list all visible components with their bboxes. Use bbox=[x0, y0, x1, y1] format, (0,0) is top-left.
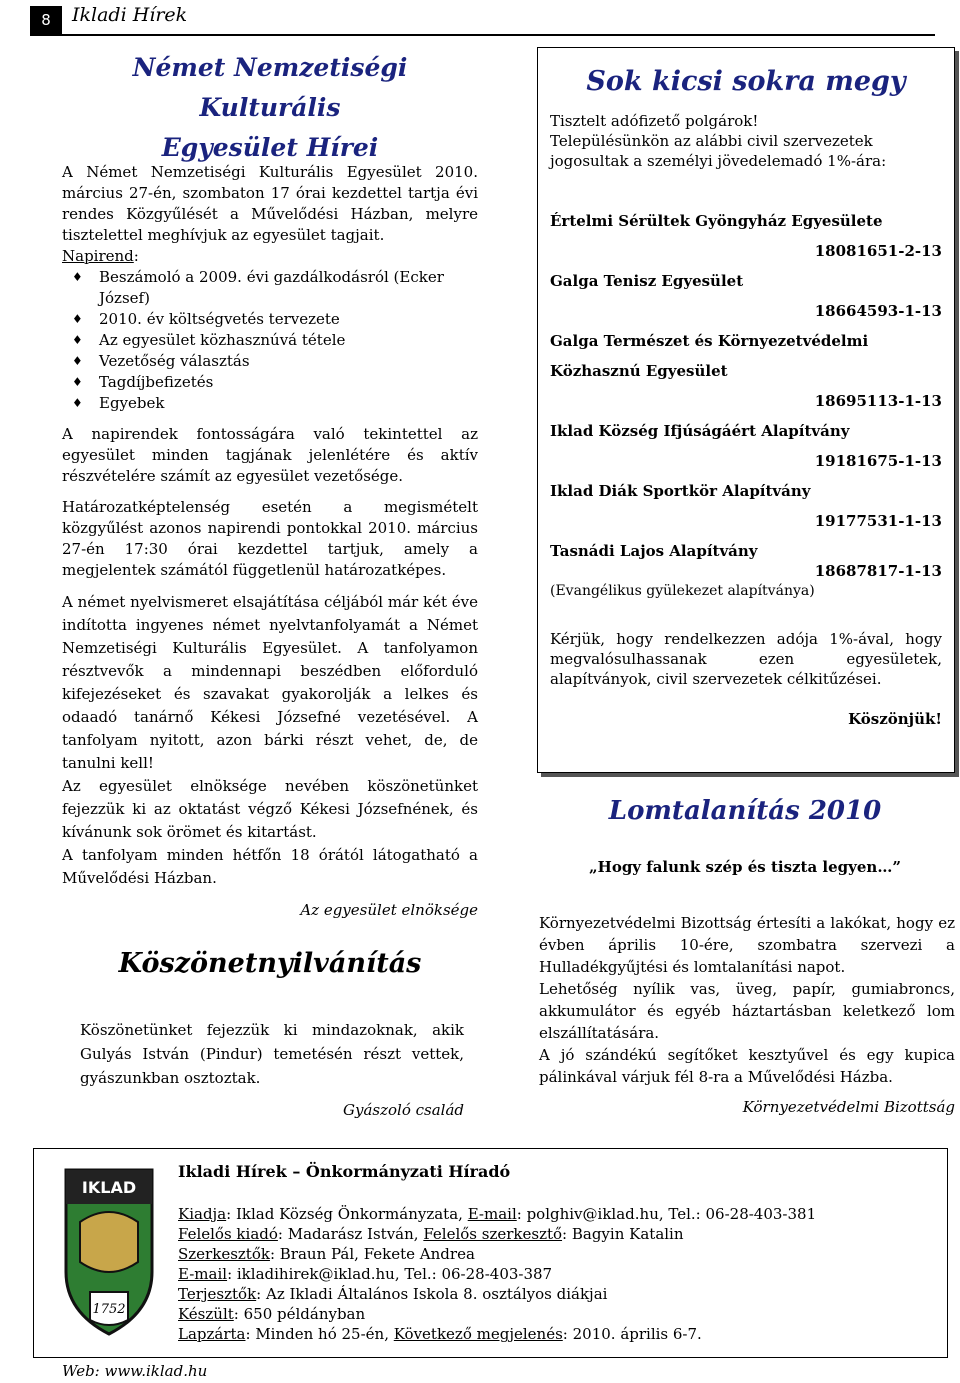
cleanup-text-1: Környezetvédelmi Bizottság értesíti a lakókat, hogy ez évben április 10-ére, szombatra szervezi a Hulladékgyűjtési és lomtalanítási napot. bbox=[539, 914, 955, 976]
running-title: Ikladi Hírek bbox=[72, 4, 188, 26]
agenda-label: Napirend bbox=[62, 247, 134, 265]
org-name: Galga Természet és Környezetvédelmi bbox=[550, 332, 869, 350]
article-title-line1: Német Nemzetiségi Kulturális bbox=[132, 53, 408, 122]
agenda-item: ♦ Az egyesület közhasznúvá tétele bbox=[72, 331, 346, 349]
crest-year: 1752 bbox=[92, 1302, 126, 1317]
crest-text: IKLAD bbox=[81, 1178, 137, 1197]
tax-greeting: Tisztelt adófizető polgárok! bbox=[550, 112, 759, 130]
crest-logo bbox=[60, 1162, 158, 1338]
web-address: Web: www.iklad.hu bbox=[62, 1362, 208, 1380]
article-para-1: A napirendek fontosságára való tekintettel az egyesület minden tagjának jelenlétére és aktív részvételére számít az egyesület vezetősége. bbox=[62, 425, 478, 485]
org-tax-number: 18664593-1-13 bbox=[814, 302, 942, 320]
article-body bbox=[62, 162, 478, 921]
agenda-heading bbox=[62, 246, 478, 267]
article-intro: A Német Nemzetiségi Kulturális Egyesület 2010. március 27-én, szombaton 17 órai kezdettel tartja évi rendes Közgyűlését a Művelődési Házban, melyre tisztelettel meghívjuk az egyesület tagjait. bbox=[62, 163, 478, 244]
agenda-item: ♦ 2010. év költségvetés tervezete bbox=[72, 310, 340, 328]
imprint-line: Terjesztők: Az Ikladi Általános Iskola 8. osztályos diákjai bbox=[178, 1285, 608, 1303]
tax-intro: Településünkön az alábbi civil szervezetek jogosultak a személyi jövedelemadó 1%-ára: bbox=[550, 132, 887, 170]
org-name-line2: Közhasznú Egyesület bbox=[550, 362, 728, 380]
thanks-text: Köszönetünket fejezzük ki mindazoknak, akik Gulyás István (Pindur) temetésén részt vettek, gyászunkban osztoztak. bbox=[80, 1021, 464, 1087]
agenda-item: ♦ Beszámoló a 2009. évi gazdálkodásról (Ecker József) bbox=[72, 268, 444, 307]
org-tax-number: 18687817-1-13 bbox=[814, 562, 942, 580]
article-para-2: Határozatképtelenség esetén a megismételt közgyűlést azonos napirendi pontokkal 2010. március 27-én 17:30 órai kezdettel tartjuk, amely a megjelentek számától függetlenül határozatképes. bbox=[62, 498, 478, 579]
tax-box bbox=[537, 47, 955, 773]
imprint-line: Kiadja: Iklad Község Önkormányzata, E-mail: polghiv@iklad.hu, Tel.: 06-28-403-381 bbox=[178, 1205, 817, 1223]
tax-thanks: Köszönjük! bbox=[848, 710, 942, 728]
thanks-signature: Gyászoló család bbox=[342, 1101, 464, 1119]
org-tax-number: 19177531-1-13 bbox=[814, 512, 942, 530]
org-note: (Evangélikus gyülekezet alapítványa) bbox=[550, 583, 815, 599]
header-rule bbox=[30, 34, 935, 36]
tax-org-list bbox=[550, 211, 942, 601]
tax-request: Kérjük, hogy rendelkezzen adója 1%-ával, hogy megvalósulhassanak ezen egyesületek, alapítványok, civil szervezetek célkitűzései. bbox=[550, 630, 942, 688]
cleanup-body bbox=[539, 912, 955, 1118]
diamond-bullet-icon: ♦ bbox=[72, 270, 83, 284]
crest-icon bbox=[60, 1162, 158, 1338]
article-para-3: A német nyelvismeret elsajátítása céljából már két éve indította ingyenes német nyelvtanfolyamát a Német Nemzetiségi Kulturális Egyesület. A tanfolyamon résztvevők a mindennapi beszédben előforduló kifejezéseket és szavakat gyakorolják a lelkes és odaadó tanárnő Kékesi Józsefné vezetésével. A tanfolyam nyitott, azon bárki részt vehet, de, de tanulni kell! bbox=[62, 593, 478, 772]
org-name: Tasnádi Lajos Alapítvány bbox=[550, 542, 758, 560]
diamond-bullet-icon: ♦ bbox=[72, 396, 83, 410]
imprint-line: Felelős kiadó: Madarász István, Felelős szerkesztő: Bagyin Katalin bbox=[178, 1225, 684, 1243]
imprint-line: Szerkesztők: Braun Pál, Fekete Andrea bbox=[178, 1245, 475, 1263]
org-name: Galga Tenisz Egyesület bbox=[550, 272, 744, 290]
org-tax-number: 19181675-1-13 bbox=[814, 452, 942, 470]
org-name: Iklad Diák Sportkör Alapítvány bbox=[550, 482, 811, 500]
agenda-item: ♦ Tagdíjbefizetés bbox=[72, 373, 214, 391]
article-signature: Az egyesület elnöksége bbox=[300, 901, 478, 919]
diamond-bullet-icon: ♦ bbox=[72, 375, 83, 389]
article-title-line2: Egyesület Hírei bbox=[161, 133, 379, 162]
agenda-item: ♦ Vezetőség választás bbox=[72, 352, 250, 370]
page-number: 8 bbox=[30, 6, 62, 34]
agenda-item: ♦ Egyebek bbox=[72, 394, 165, 412]
agenda-list bbox=[62, 267, 478, 414]
tax-box-title: Sok kicsi sokra megy bbox=[586, 66, 906, 97]
diamond-bullet-icon: ♦ bbox=[72, 333, 83, 347]
cleanup-subtitle: „Hogy falunk szép és tiszta legyen…” bbox=[589, 858, 901, 876]
thanks-body bbox=[80, 1018, 464, 1122]
cleanup-title: Lomtalanítás 2010 bbox=[608, 796, 882, 826]
diamond-bullet-icon: ♦ bbox=[72, 354, 83, 368]
tax-box-content bbox=[538, 111, 954, 729]
article-para-5: A tanfolyam minden hétfőn 18 órától látogatható a Művelődési Házban. bbox=[62, 846, 478, 887]
org-tax-number: 18081651-2-13 bbox=[814, 242, 942, 260]
cleanup-text-2: Lehetőség nyílik vas, üveg, papír, gumiabroncs, akkumulátor és egyéb háztartásban keletkező lom elszállítatására. bbox=[539, 980, 955, 1042]
cleanup-text-3: A jó szándékú segítőket kesztyűvel és egy kupica pálinkával várjuk fél 8-ra a Művelődési Házba. bbox=[539, 1046, 955, 1086]
imprint-title: Ikladi Hírek – Önkormányzati Híradó bbox=[178, 1162, 511, 1181]
imprint-line: E-mail: ikladihirek@iklad.hu, Tel.: 06-28-403-387 bbox=[178, 1265, 553, 1283]
imprint-line: Készült: 650 példányban bbox=[178, 1305, 366, 1323]
org-tax-number: 18695113-1-13 bbox=[814, 392, 942, 410]
imprint-lines bbox=[178, 1204, 816, 1344]
org-name: Iklad Község Ifjúságáért Alapítvány bbox=[550, 422, 850, 440]
diamond-bullet-icon: ♦ bbox=[72, 312, 83, 326]
cleanup-signature: Környezetvédelmi Bizottság bbox=[742, 1098, 955, 1116]
agenda-colon: : bbox=[133, 247, 139, 265]
thanks-title: Köszönetnyilvánítás bbox=[118, 948, 422, 979]
article-title bbox=[62, 48, 478, 168]
article-para-4: Az egyesület elnöksége nevében köszönetünket fejezzük ki az oktatást végző Kékesi Józsefnének, és kívánunk sok örömet és kitartást. bbox=[62, 777, 478, 841]
imprint-line: Lapzárta: Minden hó 25-én, Következő megjelenés: 2010. április 6-7. bbox=[178, 1325, 702, 1343]
org-name: Értelmi Sérültek Gyöngyház Egyesülete bbox=[550, 212, 883, 230]
